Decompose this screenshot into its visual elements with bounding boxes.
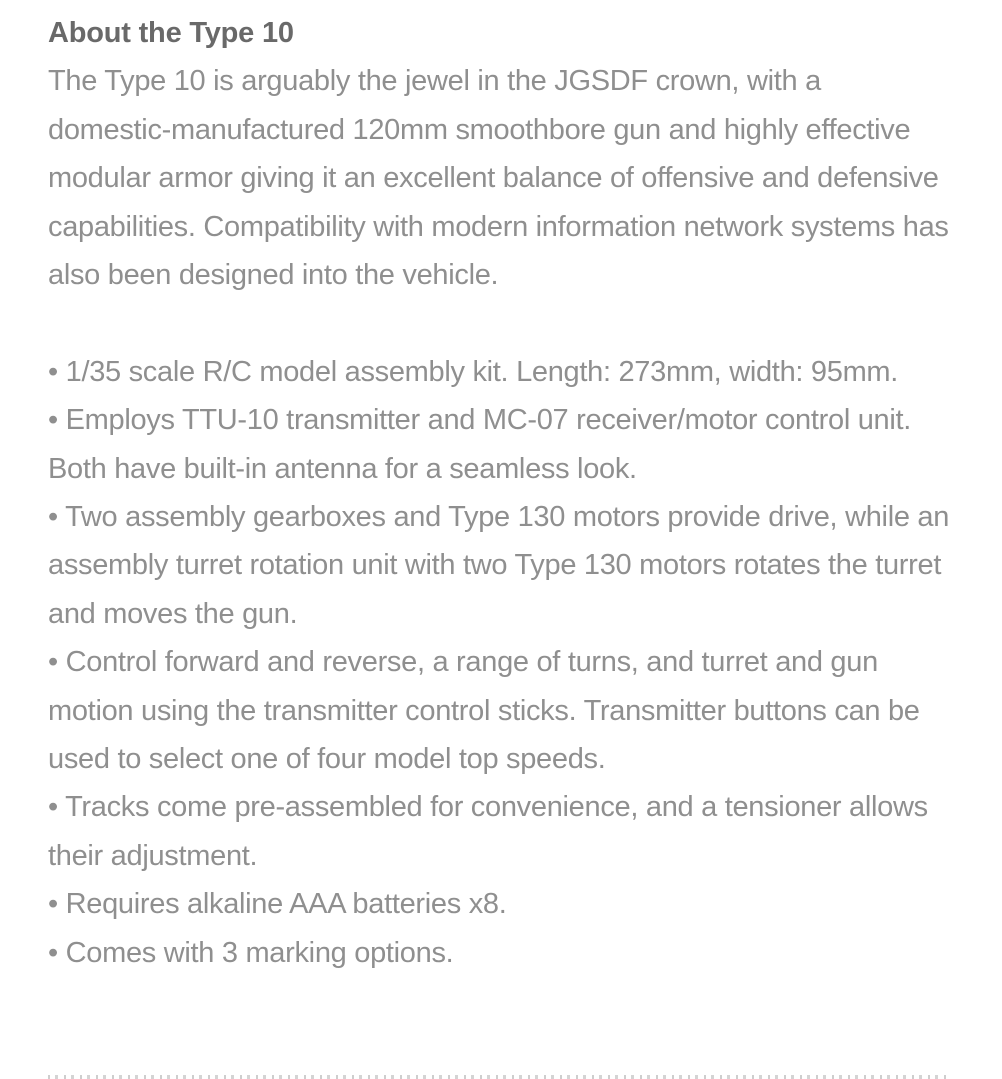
feature-item-batteries: • Requires alkaline AAA batteries x8. bbox=[48, 888, 507, 921]
feature-list bbox=[48, 348, 950, 977]
feature-item-gearboxes: • Two assembly gearboxes and Type 130 motors provide drive, while an assembly turret rotation unit with two Type 130 motors rotates the turret and moves the gun. bbox=[48, 501, 950, 630]
feature-item-markings: • Comes with 3 marking options. bbox=[48, 936, 454, 969]
paragraph-spacer bbox=[48, 299, 950, 347]
feature-item-transmitter: • Employs TTU-10 transmitter and MC-07 receiver/motor control unit. Both have built-in antenna for a seamless look. bbox=[48, 404, 912, 485]
feature-item-scale: • 1/35 scale R/C model assembly kit. Length: 273mm, width: 95mm. bbox=[48, 355, 899, 388]
clipped-text-line bbox=[48, 1075, 948, 1079]
intro-paragraph: The Type 10 is arguably the jewel in the JGSDF crown, with a domestic-manufactured 120mm smoothbore gun and highly effective modular armor giving it an excellent balance of offensive and defensive capabilities. Compatibility with modern information network systems has also been designed into the vehicle. bbox=[48, 65, 949, 292]
feature-item-controls: • Control forward and reverse, a range of turns, and turret and gun motion using the transmitter control sticks. Transmitter buttons can be used to select one of four model top speeds. bbox=[48, 646, 920, 776]
section-heading: About the Type 10 bbox=[48, 17, 294, 49]
feature-item-tracks: • Tracks come pre-assembled for convenience, and a tensioner allows their adjustment. bbox=[48, 791, 928, 872]
